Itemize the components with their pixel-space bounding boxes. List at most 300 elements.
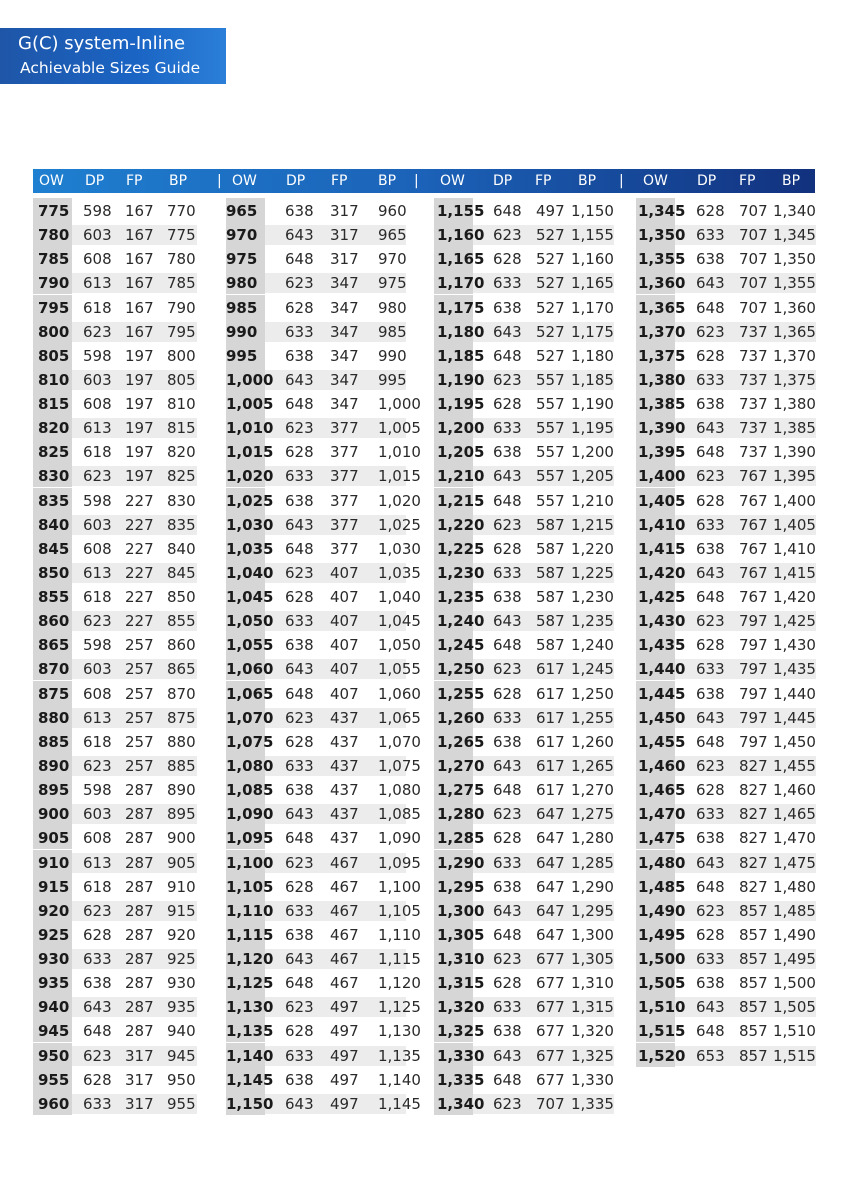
- ow-value: 1,175: [437, 298, 485, 317]
- dp-value: 643: [493, 322, 522, 341]
- table-row: [33, 343, 197, 367]
- dp-value: 633: [285, 322, 314, 341]
- fp-value: 437: [330, 829, 359, 848]
- dp-value: 638: [696, 974, 725, 993]
- table-row: [33, 608, 197, 632]
- dp-value: 638: [493, 443, 522, 462]
- table-row: [434, 415, 614, 439]
- table-row: [33, 584, 197, 608]
- dp-value: 603: [83, 805, 112, 824]
- ow-value: 1,200: [437, 419, 485, 438]
- ow-value: 1,500: [638, 950, 686, 969]
- dp-value: 613: [83, 563, 112, 582]
- dp-value: 608: [83, 684, 112, 703]
- fp-value: 827: [739, 781, 768, 800]
- fp-value: 767: [739, 467, 768, 486]
- fp-value: 167: [125, 202, 154, 220]
- bp-value: 935: [167, 998, 196, 1017]
- bp-value: 1,080: [378, 781, 421, 800]
- bp-value: 1,060: [378, 684, 421, 703]
- dp-value: 623: [83, 322, 112, 341]
- table-row: [434, 729, 614, 753]
- dp-value: 598: [83, 346, 112, 365]
- bp-value: 775: [167, 226, 196, 245]
- ow-value: 1,355: [638, 250, 686, 269]
- table-row: [33, 632, 197, 656]
- dp-value: 638: [285, 202, 314, 220]
- dp-value: 648: [696, 1022, 725, 1041]
- ow-value: 1,150: [226, 1094, 274, 1113]
- dp-value: 643: [493, 467, 522, 486]
- ow-value: 830: [38, 467, 70, 486]
- fp-value: 677: [536, 1046, 565, 1065]
- fp-value: 617: [536, 684, 565, 703]
- bp-value: 1,495: [773, 950, 816, 969]
- ow-value: 1,255: [437, 684, 485, 703]
- table-row: [226, 295, 406, 319]
- ow-value: 1,310: [437, 950, 485, 969]
- bp-value: 1,350: [773, 250, 816, 269]
- ow-value: 1,055: [226, 636, 274, 655]
- dp-value: 633: [493, 708, 522, 727]
- fp-value: 587: [536, 563, 565, 582]
- dp-value: 628: [83, 1070, 112, 1089]
- dp-value: 648: [493, 925, 522, 944]
- bp-value: 1,135: [378, 1046, 421, 1065]
- fp-value: 197: [125, 370, 154, 389]
- ow-value: 960: [38, 1094, 70, 1113]
- fp-value: 497: [536, 202, 565, 220]
- table-row: [434, 463, 614, 487]
- fp-value: 587: [536, 515, 565, 534]
- fp-value: 557: [536, 395, 565, 414]
- bp-value: 965: [378, 226, 407, 245]
- fp-value: 167: [125, 250, 154, 269]
- fp-value: 347: [330, 346, 359, 365]
- fp-value: 167: [125, 298, 154, 317]
- bp-value: 1,145: [378, 1094, 421, 1113]
- table-row: [33, 656, 197, 680]
- bp-value: 1,330: [571, 1070, 614, 1089]
- fp-value: 707: [739, 298, 768, 317]
- ow-value: 1,340: [437, 1094, 485, 1113]
- ow-value: 1,190: [437, 370, 485, 389]
- table-row: [434, 1043, 614, 1067]
- fp-value: 767: [739, 588, 768, 607]
- dp-value: 628: [285, 443, 314, 462]
- header-ow: OW: [39, 173, 64, 189]
- ow-value: 875: [38, 684, 70, 703]
- dp-value: 628: [493, 974, 522, 993]
- ow-value: 1,360: [638, 274, 686, 293]
- fp-value: 617: [536, 781, 565, 800]
- bp-value: 1,025: [378, 515, 421, 534]
- dp-value: 643: [285, 226, 314, 245]
- title-block: [0, 28, 226, 84]
- ow-value: 1,365: [638, 298, 686, 317]
- table-row: [434, 560, 614, 584]
- ow-value: 1,235: [437, 588, 485, 607]
- fp-value: 767: [739, 515, 768, 534]
- fp-value: 377: [330, 419, 359, 438]
- fp-value: 827: [739, 756, 768, 775]
- bp-value: 1,130: [378, 1022, 421, 1041]
- bp-value: 1,075: [378, 756, 421, 775]
- ow-value: 1,455: [638, 732, 686, 751]
- fp-value: 857: [739, 950, 768, 969]
- header-bp: BP: [378, 173, 397, 189]
- table-row: [33, 319, 197, 343]
- bp-value: 1,015: [378, 467, 421, 486]
- table-row: [434, 512, 614, 536]
- ow-value: 1,130: [226, 998, 274, 1017]
- fp-value: 287: [125, 998, 154, 1017]
- dp-value: 638: [493, 588, 522, 607]
- table-row: [636, 246, 816, 270]
- fp-value: 347: [330, 274, 359, 293]
- fp-value: 497: [330, 1046, 359, 1065]
- fp-value: 647: [536, 901, 565, 920]
- fp-value: 317: [330, 226, 359, 245]
- bp-value: 1,445: [773, 708, 816, 727]
- dp-value: 638: [696, 250, 725, 269]
- bp-value: 1,200: [571, 443, 614, 462]
- fp-value: 347: [330, 322, 359, 341]
- ow-value: 935: [38, 974, 70, 993]
- bp-value: 1,255: [571, 708, 614, 727]
- ow-value: 1,260: [437, 708, 485, 727]
- ow-value: 1,225: [437, 539, 485, 558]
- fp-value: 497: [330, 1094, 359, 1113]
- table-row: [33, 198, 197, 222]
- table-row: [434, 874, 614, 898]
- table-row: [636, 222, 816, 246]
- dp-value: 598: [83, 202, 112, 220]
- ow-value: 815: [38, 395, 70, 414]
- dp-value: 643: [696, 853, 725, 872]
- bp-value: 1,240: [571, 636, 614, 655]
- fp-value: 257: [125, 708, 154, 727]
- fp-value: 407: [330, 612, 359, 631]
- fp-value: 827: [739, 853, 768, 872]
- table-row: [434, 536, 614, 560]
- bp-value: 1,180: [571, 346, 614, 365]
- bp-value: 1,310: [571, 974, 614, 993]
- dp-value: 628: [696, 636, 725, 655]
- table-row: [33, 367, 197, 391]
- bp-value: 975: [378, 274, 407, 293]
- fp-value: 317: [125, 1094, 154, 1113]
- fp-value: 587: [536, 588, 565, 607]
- dp-value: 608: [83, 250, 112, 269]
- bp-value: 1,175: [571, 322, 614, 341]
- table-row: [434, 656, 614, 680]
- ow-value: 1,085: [226, 781, 274, 800]
- ow-value: 1,440: [638, 660, 686, 679]
- dp-value: 648: [696, 732, 725, 751]
- fp-value: 677: [536, 950, 565, 969]
- bp-value: 1,030: [378, 539, 421, 558]
- fp-value: 287: [125, 974, 154, 993]
- ow-value: 1,110: [226, 901, 274, 920]
- bp-value: 870: [167, 684, 196, 703]
- ow-value: 985: [226, 298, 258, 317]
- fp-value: 857: [739, 1022, 768, 1041]
- bp-value: 1,010: [378, 443, 421, 462]
- dp-value: 628: [696, 202, 725, 220]
- ow-value: 1,035: [226, 539, 274, 558]
- dp-value: 638: [696, 539, 725, 558]
- table-row: [434, 898, 614, 922]
- table-row: [434, 705, 614, 729]
- bp-value: 1,230: [571, 588, 614, 607]
- table-row: [33, 994, 197, 1018]
- table-row: [33, 753, 197, 777]
- fp-value: 557: [536, 443, 565, 462]
- bp-value: 1,005: [378, 419, 421, 438]
- ow-value: 945: [38, 1022, 70, 1041]
- fp-value: 737: [739, 322, 768, 341]
- table-row: [434, 608, 614, 632]
- bp-value: 1,215: [571, 515, 614, 534]
- ow-value: 1,420: [638, 563, 686, 582]
- dp-value: 618: [83, 298, 112, 317]
- bp-value: 1,170: [571, 298, 614, 317]
- ow-value: 1,370: [638, 322, 686, 341]
- ow-value: 910: [38, 853, 70, 872]
- bp-value: 1,065: [378, 708, 421, 727]
- dp-value: 628: [696, 925, 725, 944]
- dp-value: 623: [285, 708, 314, 727]
- table-row: [226, 994, 421, 1018]
- table-row: [434, 994, 614, 1018]
- ow-value: 1,265: [437, 732, 485, 751]
- fp-value: 407: [330, 660, 359, 679]
- table-header-bar: [33, 169, 815, 193]
- dp-value: 613: [83, 274, 112, 293]
- table-row: [636, 608, 816, 632]
- table-row: [434, 753, 614, 777]
- table-row: [434, 850, 614, 874]
- dp-value: 623: [696, 901, 725, 920]
- dp-value: 648: [696, 298, 725, 317]
- dp-value: 608: [83, 539, 112, 558]
- table-row: [434, 270, 614, 294]
- table-row: [226, 729, 421, 753]
- fp-value: 497: [330, 998, 359, 1017]
- table-row: [636, 874, 816, 898]
- table-row: [636, 584, 816, 608]
- ow-value: 1,270: [437, 756, 485, 775]
- table-row: [434, 632, 614, 656]
- dp-value: 633: [285, 612, 314, 631]
- dp-value: 623: [696, 612, 725, 631]
- bp-value: 915: [167, 901, 196, 920]
- ow-value: 865: [38, 636, 70, 655]
- fp-value: 377: [330, 515, 359, 534]
- ow-value: 1,065: [226, 684, 274, 703]
- dp-value: 638: [285, 925, 314, 944]
- fp-value: 467: [330, 853, 359, 872]
- table-row: [33, 270, 197, 294]
- bp-value: 1,385: [773, 419, 816, 438]
- bp-value: 900: [167, 829, 196, 848]
- table-row: [636, 705, 816, 729]
- fp-value: 677: [536, 1022, 565, 1041]
- table-row: [33, 729, 197, 753]
- ow-value: 1,230: [437, 563, 485, 582]
- table-row: [636, 1043, 816, 1067]
- ow-value: 1,450: [638, 708, 686, 727]
- fp-value: 557: [536, 419, 565, 438]
- fp-value: 557: [536, 370, 565, 389]
- ow-value: 1,460: [638, 756, 686, 775]
- dp-value: 633: [696, 660, 725, 679]
- table-row: [636, 729, 816, 753]
- header-separator: |: [619, 173, 624, 189]
- fp-value: 407: [330, 563, 359, 582]
- bp-value: 1,205: [571, 467, 614, 486]
- dp-value: 648: [285, 539, 314, 558]
- dp-value: 648: [696, 443, 725, 462]
- ow-value: 1,080: [226, 756, 274, 775]
- dp-value: 628: [285, 298, 314, 317]
- dp-value: 638: [696, 684, 725, 703]
- fp-value: 257: [125, 732, 154, 751]
- fp-value: 497: [330, 1022, 359, 1041]
- dp-value: 643: [493, 1046, 522, 1065]
- ow-value: 1,000: [226, 370, 274, 389]
- dp-value: 623: [696, 467, 725, 486]
- dp-value: 628: [285, 732, 314, 751]
- bp-value: 1,500: [773, 974, 816, 993]
- table-row: [434, 946, 614, 970]
- fp-value: 467: [330, 877, 359, 896]
- dp-value: 613: [83, 708, 112, 727]
- table-row: [226, 946, 421, 970]
- table-row: [226, 1018, 421, 1042]
- fp-value: 227: [125, 612, 154, 631]
- fp-value: 527: [536, 346, 565, 365]
- table-row: [636, 439, 816, 463]
- fp-value: 287: [125, 805, 154, 824]
- bp-value: 840: [167, 539, 196, 558]
- ow-value: 900: [38, 805, 70, 824]
- table-row: [33, 850, 197, 874]
- table-row: [434, 367, 614, 391]
- table-row: [434, 1067, 614, 1091]
- fp-value: 167: [125, 274, 154, 293]
- bp-value: 895: [167, 805, 196, 824]
- fp-value: 197: [125, 443, 154, 462]
- table-row: [226, 270, 406, 294]
- fp-value: 797: [739, 732, 768, 751]
- dp-value: 648: [493, 636, 522, 655]
- bp-value: 1,515: [773, 1046, 816, 1065]
- dp-value: 623: [285, 274, 314, 293]
- bp-value: 1,375: [773, 370, 816, 389]
- fp-value: 527: [536, 250, 565, 269]
- dp-value: 648: [83, 1022, 112, 1041]
- bp-value: 1,410: [773, 539, 816, 558]
- ow-value: 780: [38, 226, 70, 245]
- table-row: [226, 1043, 421, 1067]
- ow-value: 805: [38, 346, 70, 365]
- fp-value: 617: [536, 756, 565, 775]
- dp-value: 613: [83, 419, 112, 438]
- table-row: [636, 656, 816, 680]
- table-row: [226, 705, 421, 729]
- dp-value: 643: [285, 660, 314, 679]
- dp-value: 633: [696, 370, 725, 389]
- header-dp: DP: [286, 173, 306, 189]
- dp-value: 598: [83, 491, 112, 510]
- table-row: [636, 994, 816, 1018]
- ow-value: 785: [38, 250, 70, 269]
- ow-value: 890: [38, 756, 70, 775]
- bp-value: 1,285: [571, 853, 614, 872]
- fp-value: 647: [536, 829, 565, 848]
- bp-value: 910: [167, 877, 196, 896]
- table-row: [434, 922, 614, 946]
- ow-value: 1,430: [638, 612, 686, 631]
- dp-value: 638: [493, 298, 522, 317]
- table-row: [434, 295, 614, 319]
- bp-value: 1,260: [571, 732, 614, 751]
- bp-value: 960: [378, 202, 407, 220]
- ow-value: 1,335: [437, 1070, 485, 1089]
- fp-value: 167: [125, 322, 154, 341]
- bp-value: 1,150: [571, 202, 614, 220]
- ow-value: 1,400: [638, 467, 686, 486]
- bp-value: 1,380: [773, 395, 816, 414]
- ow-value: 1,480: [638, 853, 686, 872]
- dp-value: 638: [285, 491, 314, 510]
- fp-value: 257: [125, 756, 154, 775]
- fp-value: 797: [739, 684, 768, 703]
- ow-value: 1,060: [226, 660, 274, 679]
- dp-value: 623: [493, 515, 522, 534]
- bp-value: 1,465: [773, 805, 816, 824]
- ow-value: 1,515: [638, 1022, 686, 1041]
- table-row: [434, 439, 614, 463]
- table-row: [636, 681, 816, 705]
- table-row: [636, 825, 816, 849]
- dp-value: 643: [696, 708, 725, 727]
- table-row: [434, 391, 614, 415]
- fp-value: 587: [536, 636, 565, 655]
- fp-value: 707: [536, 1094, 565, 1113]
- ow-value: 860: [38, 612, 70, 631]
- fp-value: 287: [125, 877, 154, 896]
- bp-value: 1,115: [378, 950, 421, 969]
- bp-value: 970: [378, 250, 407, 269]
- dp-value: 638: [285, 636, 314, 655]
- ow-value: 1,315: [437, 974, 485, 993]
- table-row: [226, 222, 406, 246]
- bp-value: 1,460: [773, 781, 816, 800]
- dp-value: 618: [83, 877, 112, 896]
- dp-value: 648: [285, 829, 314, 848]
- ow-value: 1,215: [437, 491, 485, 510]
- bp-value: 1,295: [571, 901, 614, 920]
- bp-value: 1,265: [571, 756, 614, 775]
- header-ow: OW: [643, 173, 668, 189]
- fp-value: 797: [739, 660, 768, 679]
- bp-value: 860: [167, 636, 196, 655]
- dp-value: 603: [83, 226, 112, 245]
- bp-value: 1,510: [773, 1022, 816, 1041]
